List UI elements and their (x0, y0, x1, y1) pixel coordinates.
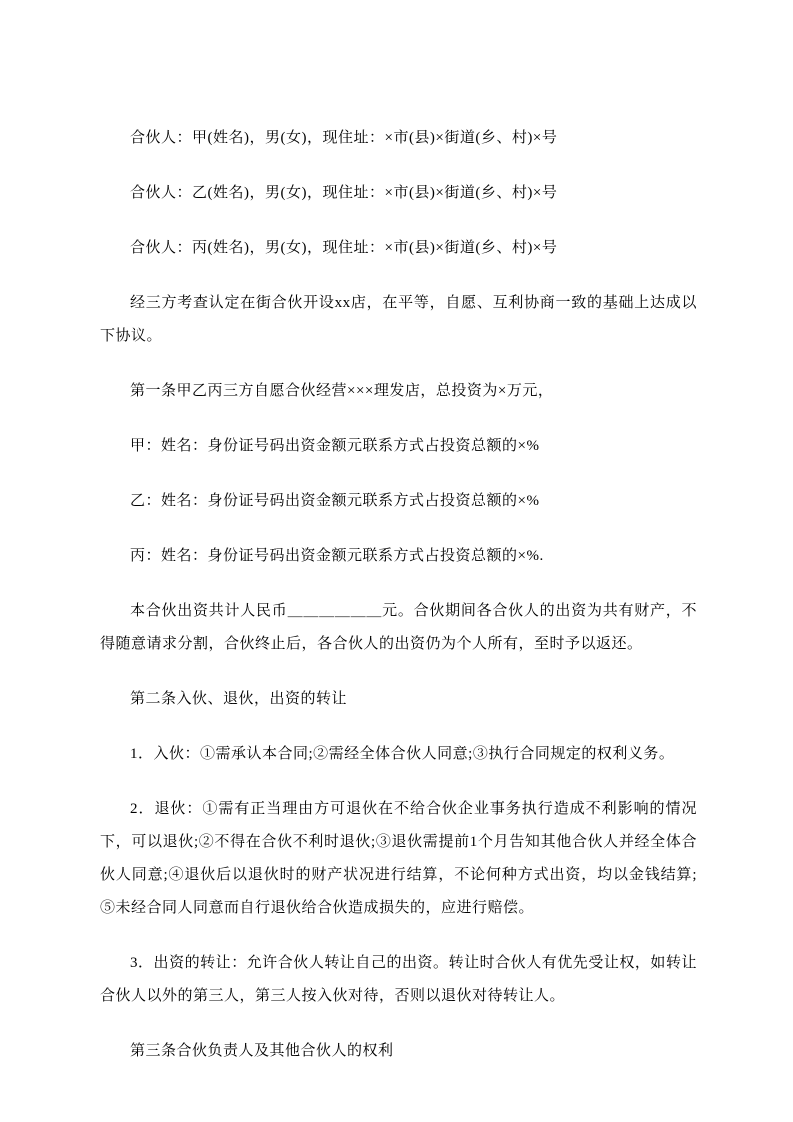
paragraph-partner-a: 合伙人：甲(姓名)，男(女)，现住址：×市(县)×街道(乡、村)×号 (130, 130, 558, 146)
paragraph-preamble: 经三方考查认定在街合伙开设xx店，在平等，自愿、互利协商一致的基础上达成以下协议。 (100, 295, 697, 344)
paragraph-join-rules: 1．入伙：①需承认本合同;②需经全体合伙人同意;③执行合同规定的权利义务。 (130, 746, 675, 762)
paragraph-total-contribution: 本合伙出资共计人民币＿＿＿＿＿＿元。合伙期间各合伙人的出资为共有财产，不得随意请求分割，合伙终止后，各合伙人的出资仍为个人所有，至时予以返还。 (100, 603, 697, 652)
paragraph-contribution-b: 乙：姓名：身份证号码出资金额元联系方式占投资总额的×% (130, 493, 540, 509)
paragraph-withdraw-rules: 2．退伙：①需有正当理由方可退伙在不给合伙企业事务执行造成不利影响的情况下，可以退伙;②不得在合伙不利时退伙;③退伙需提前1个月告知其他合伙人并经全体合伙人同意;④退伙后以退伙时的财产状况进行结算，不论何种方式出资，均以金钱结算;⑤未经合同人同意而自行退伙给合伙造成损失的，应进行赔偿。 (100, 801, 697, 916)
paragraph-article-2-heading: 第二条入伙、退伙，出资的转让 (130, 691, 348, 707)
paragraph-contribution-c: 丙：姓名：身份证号码出资金额元联系方式占投资总额的×%. (130, 548, 544, 564)
paragraph-article-3-heading: 第三条合伙负责人及其他合伙人的权利 (130, 1043, 394, 1059)
paragraph-transfer-rules: 3．出资的转让：允许合伙人转让自己的出资。转让时合伙人有优先受让权，如转让合伙人以外的第三人，第三人按入伙对待，否则以退伙对待转让人。 (100, 955, 697, 1004)
paragraph-partner-c: 合伙人：丙(姓名)，男(女)，现住址：×市(县)×街道(乡、村)×号 (130, 240, 558, 256)
paragraph-partner-b: 合伙人：乙(姓名)，男(女)，现住址：×市(县)×街道(乡、村)×号 (130, 185, 558, 201)
paragraph-article-1: 第一条甲乙丙三方自愿合伙经营×××理发店，总投资为×万元， (130, 383, 554, 399)
paragraph-contribution-a: 甲：姓名：身份证号码出资金额元联系方式占投资总额的×% (130, 438, 540, 454)
